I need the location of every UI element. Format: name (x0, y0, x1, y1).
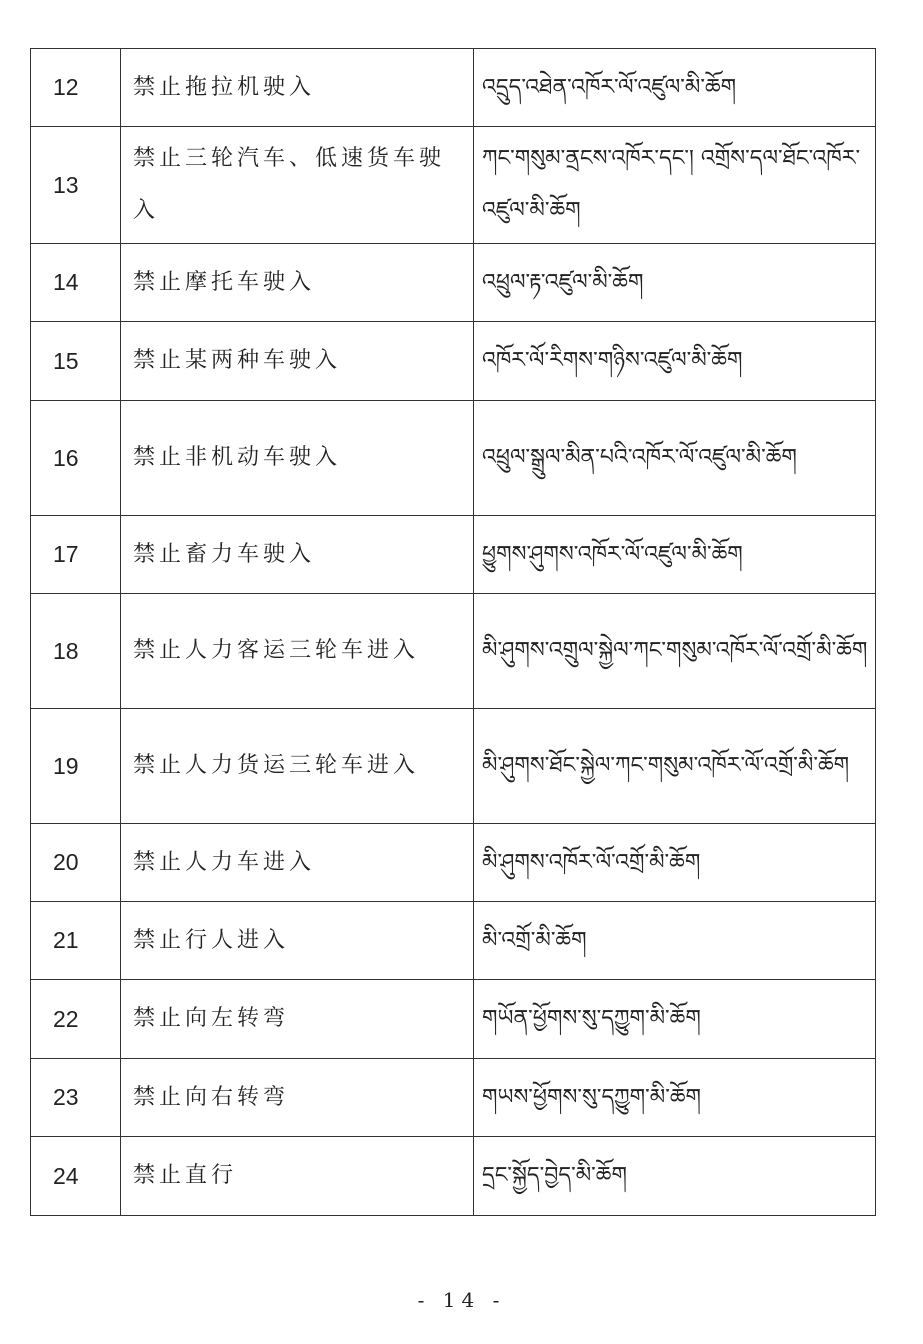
table-row (31, 709, 876, 824)
tibetan-text: ཀང་གསུམ་ནྲངས་འཁོར་དང་། འགྲོས་དལ་ཐོང་འཁོར་འཛུལ་མི་ཆོག (474, 127, 876, 244)
tibetan-text: འཁོར་ལོ་རིགས་གཉིས་འཛུལ་མི་ཆོག (474, 322, 876, 401)
table-row (31, 1137, 876, 1216)
tibetan-text: ཕྱུགས་ཤུགས་འཁོར་ལོ་འཛུལ་མི་ཆོག (474, 516, 876, 594)
table-row (31, 127, 876, 244)
tibetan-text: གཡོན་ཕྱོགས་སུ་དཀྱུག་མི་ཆོག (474, 980, 876, 1059)
chinese-text: 禁止拖拉机驶入 (121, 49, 474, 127)
chinese-text: 禁止摩托车驶入 (121, 244, 474, 322)
tibetan-text: མི་ཤུགས་ཐོང་སྐྱེལ་ཀང་གསུམ་འཁོར་ལོ་འགྲོ་མི་ཆོག (474, 709, 876, 824)
row-number: 17 (31, 516, 121, 594)
row-number: 24 (31, 1137, 121, 1216)
table-row (31, 244, 876, 322)
chinese-text: 禁止某两种车驶入 (121, 322, 474, 401)
row-number: 19 (31, 709, 121, 824)
chinese-text: 禁止人力车进入 (121, 824, 474, 902)
tibetan-text: མི་འགྲོ་མི་ཆོག (474, 902, 876, 980)
tibetan-text: དྲང་སྐྱོད་བྱེད་མི་ཆོག (474, 1137, 876, 1216)
chinese-text: 禁止人力货运三轮车进入 (121, 709, 474, 824)
chinese-text: 禁止畜力车驶入 (121, 516, 474, 594)
table-row (31, 322, 876, 401)
chinese-text: 禁止向右转弯 (121, 1059, 474, 1137)
table-row (31, 516, 876, 594)
tibetan-text: འདྲུད་འཐེན་འཁོར་ལོ་འཛུལ་མི་ཆོག (474, 49, 876, 127)
chinese-text: 禁止直行 (121, 1137, 474, 1216)
table-row (31, 824, 876, 902)
tibetan-text: འཕྲུལ་རྟ་འཛུལ་མི་ཆོག (474, 244, 876, 322)
table-row (31, 1059, 876, 1137)
chinese-text: 禁止非机动车驶入 (121, 401, 474, 516)
table-row (31, 902, 876, 980)
page-number: - 14 - (417, 1288, 506, 1312)
table-row (31, 980, 876, 1059)
tibetan-text: གཡས་ཕྱོགས་སུ་དཀྱུག་མི་ཆོག (474, 1059, 876, 1137)
table-row (31, 594, 876, 709)
row-number: 16 (31, 401, 121, 516)
row-number: 20 (31, 824, 121, 902)
row-number: 22 (31, 980, 121, 1059)
row-number: 14 (31, 244, 121, 322)
row-number: 18 (31, 594, 121, 709)
row-number: 15 (31, 322, 121, 401)
tibetan-text: འཕྲུལ་སྒྲུལ་མིན་པའི་འཁོར་ལོ་འཛུལ་མི་ཆོག (474, 401, 876, 516)
table-row (31, 401, 876, 516)
chinese-text: 禁止人力客运三轮车进入 (121, 594, 474, 709)
tibetan-text: མི་ཤུགས་འཁོར་ལོ་འགྲོ་མི་ཆོག (474, 824, 876, 902)
table-row (31, 49, 876, 127)
row-number: 23 (31, 1059, 121, 1137)
row-number: 12 (31, 49, 121, 127)
row-number: 21 (31, 902, 121, 980)
chinese-text: 禁止三轮汽车、低速货车驶入 (121, 127, 474, 244)
chinese-text: 禁止向左转弯 (121, 980, 474, 1059)
tibetan-text: མི་ཤུགས་འགྲུལ་སྐྱེལ་ཀང་གསུམ་འཁོར་ལོ་འགྲོ་མི་ཆོག (474, 594, 876, 709)
chinese-text: 禁止行人进入 (121, 902, 474, 980)
traffic-sign-table (30, 48, 876, 1216)
row-number: 13 (31, 127, 121, 244)
